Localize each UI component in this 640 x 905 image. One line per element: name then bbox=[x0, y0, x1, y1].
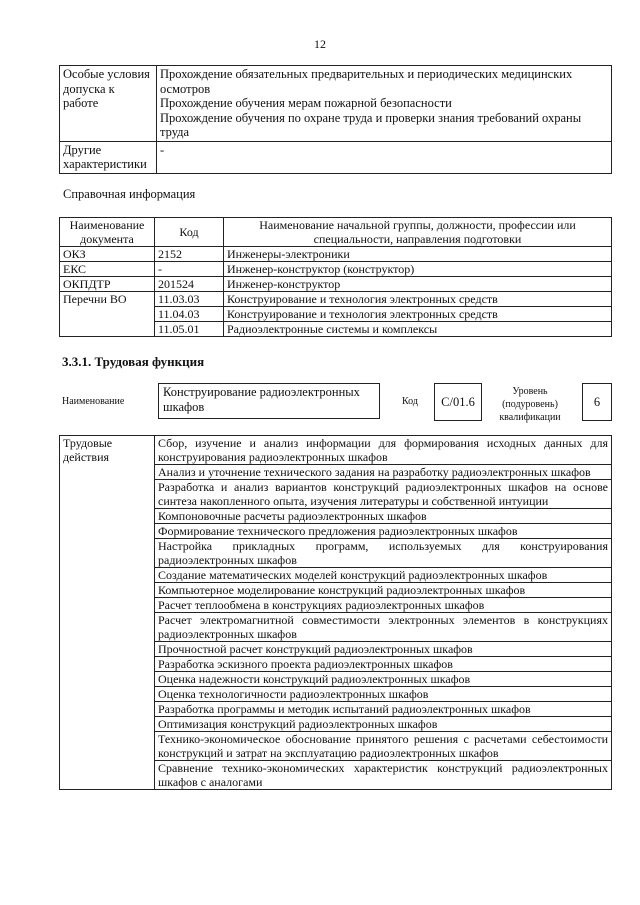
list-item: Компоновочные расчеты радиоэлектронных шкафов bbox=[155, 509, 612, 524]
list-item: Разработка эскизного проекта радиоэлектронных шкафов bbox=[155, 657, 612, 672]
reference-table bbox=[59, 217, 612, 337]
function-code-box: C/01.6 bbox=[434, 383, 482, 421]
list-item: Создание математических моделей конструкций радиоэлектронных шкафов bbox=[155, 568, 612, 583]
labor-actions-table bbox=[59, 435, 612, 790]
conditions-items bbox=[157, 66, 612, 142]
table-row bbox=[60, 66, 612, 142]
list-item: Расчет теплообмена в конструкциях радиоэлектронных шкафов bbox=[155, 598, 612, 613]
cell-code: 11.05.01 bbox=[155, 322, 224, 337]
cell-code: 11.03.03 bbox=[155, 292, 224, 307]
section-title: 3.3.1. Трудовая функция bbox=[62, 354, 205, 369]
page-number: 12 bbox=[314, 37, 326, 51]
list-item: Формирование технического предложения радиоэлектронных шкафов bbox=[155, 524, 612, 539]
list-item: Расчет электромагнитной совместимости электронных элементов в конструкциях радиоэлектронных шкафов bbox=[155, 613, 612, 642]
conditions-label: Другие характеристики bbox=[60, 141, 157, 173]
labor-actions-label: Трудовые действия bbox=[60, 436, 155, 790]
cell-doc: ОКПДТР bbox=[60, 277, 155, 292]
list-item: Технико-экономическое обоснование принятого решения с расчетами себестоимости конструкций и затрат на эксплуатацию радиоэлектронных шкафов bbox=[155, 732, 612, 761]
list-item: Разработка программы и методик испытаний радиоэлектронных шкафов bbox=[155, 702, 612, 717]
level-label: Уровень (подуровень) квалификации bbox=[499, 386, 561, 423]
function-name-box: Конструирование радиоэлектронных шкафов bbox=[158, 383, 380, 419]
list-item: Сравнение технико-экономических характеристик конструкций радиоэлектронных шкафов с аналогами bbox=[155, 761, 612, 790]
conditions-items: - bbox=[157, 141, 612, 173]
table-row bbox=[60, 277, 612, 292]
list-item: Прохождение обучения мерам пожарной безопасности bbox=[160, 96, 452, 110]
header-name: Наименование начальной группы, должности, профессии или специальности, направления подготовки bbox=[224, 218, 612, 247]
cell-name: Инженеры-электроники bbox=[224, 247, 612, 262]
table-row bbox=[60, 262, 612, 277]
conditions-label: Особые условия допуска к работе bbox=[60, 66, 157, 142]
header-code: Код bbox=[155, 218, 224, 247]
cell-name: Конструирование и технология электронных средств bbox=[224, 307, 612, 322]
table-row bbox=[60, 436, 612, 465]
list-item: Прочностной расчет конструкций радиоэлектронных шкафов bbox=[155, 642, 612, 657]
list-item: Разработка и анализ вариантов конструкций радиоэлектронных шкафов на основе синтеза накопленного опыта, изучения литературы и собственной интуиции bbox=[155, 480, 612, 509]
cell-code: 2152 bbox=[155, 247, 224, 262]
list-item: Компьютерное моделирование конструкций радиоэлектронных шкафов bbox=[155, 583, 612, 598]
cell-code: 11.04.03 bbox=[155, 307, 224, 322]
name-label: Наименование bbox=[62, 396, 125, 407]
cell-doc: ЕКС bbox=[60, 262, 155, 277]
list-item: Прохождение обучения по охране труда и проверки знания требований охраны труда bbox=[160, 110, 582, 139]
cell-doc: ОКЗ bbox=[60, 247, 155, 262]
header-doc: Наименование документа bbox=[60, 218, 155, 247]
list-item: Оценка технологичности радиоэлектронных шкафов bbox=[155, 687, 612, 702]
list-item: Анализ и уточнение технического задания на разработку радиоэлектронных шкафов bbox=[155, 465, 612, 480]
table-row bbox=[60, 292, 612, 307]
function-level-box: 6 bbox=[582, 383, 612, 421]
table-row bbox=[60, 247, 612, 262]
list-item: Оценка надежности конструкций радиоэлектронных шкафов bbox=[155, 672, 612, 687]
code-label: Код bbox=[402, 396, 418, 407]
list-item: Оптимизация конструкций радиоэлектронных шкафов bbox=[155, 717, 612, 732]
cell-name: Радиоэлектронные системы и комплексы bbox=[224, 322, 612, 337]
conditions-table bbox=[59, 65, 612, 174]
list-item: Сбор, изучение и анализ информации для формирования исходных данных для конструирования радиоэлектронных шкафов bbox=[155, 436, 612, 465]
list-item: Настройка прикладных программ, используемых для конструирования радиоэлектронных шкафов bbox=[155, 539, 612, 568]
list-item: Прохождение обязательных предварительных и периодических медицинских осмотров bbox=[160, 67, 573, 96]
cell-name: Инженер-конструктор bbox=[224, 277, 612, 292]
cell-code: - bbox=[155, 262, 224, 277]
cell-code: 201524 bbox=[155, 277, 224, 292]
cell-name: Конструирование и технология электронных средств bbox=[224, 292, 612, 307]
table-row bbox=[60, 141, 612, 173]
cell-name: Инженер-конструктор (конструктор) bbox=[224, 262, 612, 277]
reference-title: Справочная информация bbox=[63, 187, 196, 201]
cell-doc: Перечни ВО bbox=[60, 292, 155, 337]
table-header-row bbox=[60, 218, 612, 247]
